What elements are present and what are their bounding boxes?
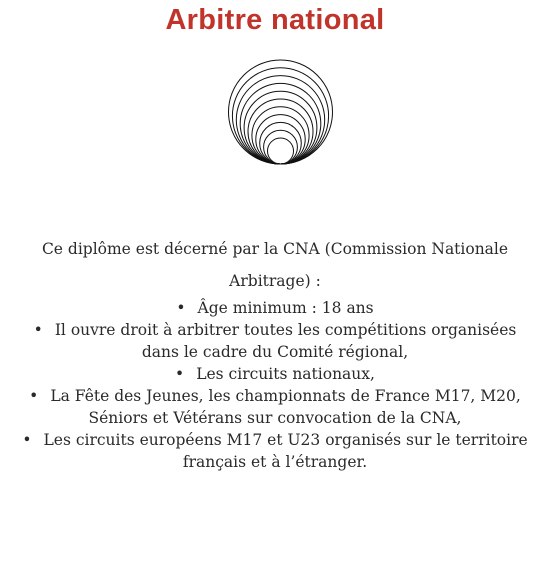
intro-text: Ce diplôme est décerné par la CNA (Commission Nationale Arbitrage) :	[41, 240, 509, 290]
list-item	[20, 429, 530, 473]
emblem-ring	[232, 68, 328, 164]
page-title: Arbitre national	[165, 4, 385, 36]
bullet: •	[175, 365, 185, 383]
conditions-list	[20, 297, 530, 473]
bullet: •	[176, 299, 186, 317]
list-item	[20, 297, 530, 319]
diploma-description	[20, 233, 530, 473]
emblem-ring	[244, 91, 317, 164]
list-item	[20, 319, 530, 363]
emblem-ring	[248, 99, 313, 164]
list-item-text: Âge minimum : 18 ans	[197, 299, 374, 317]
list-item	[20, 363, 530, 385]
emblem-ring	[240, 83, 321, 164]
emblem-ring	[236, 76, 324, 164]
emblem-ring	[264, 130, 298, 164]
bullet: •	[22, 431, 32, 449]
list-item-text: La Fête des Jeunes, les championnats de France M17, M20, Séniors et Vétérans sur convocation de la CNA,	[50, 387, 521, 427]
list-item-text: Les circuits nationaux,	[196, 365, 375, 383]
list-item-text: Il ouvre droit à arbitrer toutes les compétitions organisées dans le cadre du Comité régional,	[54, 321, 517, 361]
bullet: •	[29, 387, 39, 405]
emblem-ring	[260, 122, 302, 164]
list-item-text: Les circuits européens M17 et U23 organisés sur le territoire français et à l’étranger.	[43, 431, 528, 471]
emblem-ring	[268, 138, 294, 164]
concentric-circles-emblem-icon	[227, 55, 334, 167]
list-item	[20, 385, 530, 429]
bullet: •	[33, 321, 43, 339]
emblem-ring	[252, 107, 309, 164]
